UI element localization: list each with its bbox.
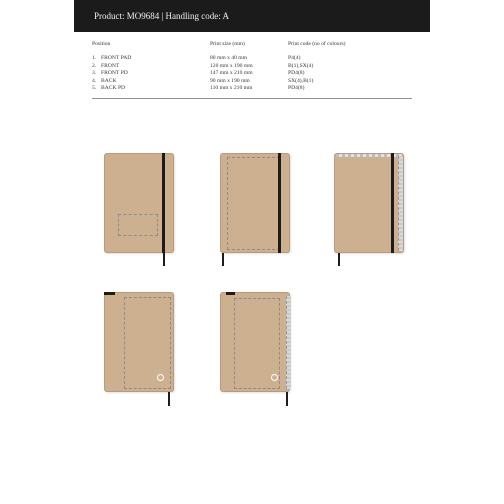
size-cell: 80 mm x 40 mm xyxy=(210,55,247,62)
table-row: 5. BACK PD xyxy=(92,85,126,92)
print-area-front xyxy=(227,157,280,250)
notebook-back xyxy=(104,292,174,392)
table-row: 2. FRONT xyxy=(92,62,120,69)
table-row: 4. BACK xyxy=(92,77,117,84)
code-cell: B(1),SX(4) xyxy=(288,62,314,69)
column-position xyxy=(92,41,210,92)
size-cell: 147 mm x 210 mm xyxy=(210,70,253,77)
column-header-position: Position xyxy=(92,41,111,47)
eco-logo-icon xyxy=(271,374,278,381)
print-area-front-pad xyxy=(118,214,158,236)
column-header-code: Print code (no of colours) xyxy=(288,41,346,47)
ribbon-marker xyxy=(338,253,340,266)
size-cell: 90 mm x 190 mm xyxy=(210,77,250,84)
table-row: 3. FRONT PD xyxy=(92,70,128,77)
elastic-band xyxy=(226,292,235,295)
elastic-band xyxy=(391,153,394,253)
ribbon-marker xyxy=(286,392,288,406)
print-area-back-pd-side xyxy=(286,296,291,389)
print-area-back xyxy=(124,297,171,389)
ribbon-marker xyxy=(222,253,224,266)
column-print-size xyxy=(210,41,288,92)
header-bar xyxy=(74,0,430,32)
code-cell: PD4(8) xyxy=(288,70,305,77)
column-print-code xyxy=(288,41,388,92)
size-cell: 120 mm x 190 mm xyxy=(210,62,253,69)
table-row: 1. FRONT PAD xyxy=(92,55,132,62)
code-cell: PD4(8) xyxy=(288,85,305,92)
column-header-size: Print size (mm) xyxy=(210,41,245,47)
size-cell: 110 mm x 210 mm xyxy=(210,85,253,92)
elastic-band xyxy=(278,153,281,253)
eco-logo-icon xyxy=(157,374,164,381)
elastic-band xyxy=(162,153,165,253)
code-cell: P4(4) xyxy=(288,55,301,62)
header-title: Product: MO9684 | Handling code: A xyxy=(94,11,230,21)
print-area-front-pd-side xyxy=(398,156,403,251)
elastic-band xyxy=(104,292,115,295)
ribbon-marker xyxy=(163,253,165,266)
divider xyxy=(92,98,412,99)
code-cell: SX(4),B(1) xyxy=(288,77,314,84)
notebook-back-pd xyxy=(220,292,290,392)
ribbon-marker xyxy=(168,392,170,406)
